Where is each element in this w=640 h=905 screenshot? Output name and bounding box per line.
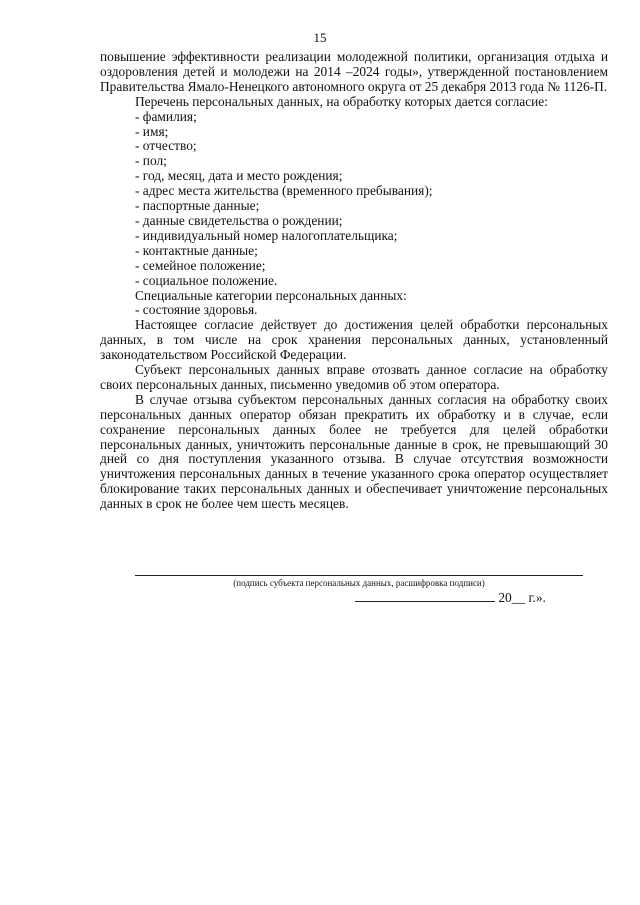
personal-data-list: [100, 110, 608, 289]
list-item: - состояние здоровья.: [135, 302, 258, 318]
revoke-paragraph: Субъект персональных данных вправе отозвать данное согласие на обработку своих персональных данных, письменно уведомив об этом оператора.: [100, 362, 608, 392]
date-blank: [355, 590, 495, 602]
list-item: - фамилия;: [135, 108, 197, 124]
intro-paragraph: повышение эффективности реализации молодежной политики, организация отдыха и оздоровления детей и молодежи на 2014 –2024 годы», утвержденной постановлением Правительства Ямало-Ненецкого автономного округа от 25 декабря 2013 года № 1126-П.: [100, 49, 608, 94]
list-item: - данные свидетельства о рождении;: [135, 212, 343, 228]
document-body: [100, 50, 608, 512]
withdrawal-paragraph: В случае отзыва субъектом персональных данных согласия на обработку своих персональных данных оператор обязан прекратить их обработку и в случае, если сохранение персональных данных более не требуется для целей обработки персональных данных, уничтожить персональные данные в срок, не превышающий 30 дней со дня поступления указанного отзыва. В случае отсутствия возможности уничтожения персональных данных в течение указанного срока оператор осуществляет блокирование таких персональных данных и обеспечивает уничтожение персональных данных в срок не более чем шесть месяцев.: [100, 391, 608, 512]
date-line: [355, 590, 555, 605]
list-item: - семейное положение;: [135, 257, 266, 273]
signature-caption: (подпись субъекта персональных данных, расшифровка подписи): [233, 578, 485, 588]
date-suffix: 20__ г.».: [498, 590, 546, 605]
list-item: - год, месяц, дата и место рождения;: [135, 168, 343, 184]
list-item: - контактные данные;: [135, 242, 258, 258]
page-number: 15: [313, 30, 327, 45]
list-item: - индивидуальный номер налогоплательщика;: [135, 227, 398, 243]
special-categories-heading: Специальные категории персональных данных:: [135, 287, 407, 303]
list-item: - социальное положение.: [135, 272, 278, 288]
personal-data-heading: Перечень персональных данных, на обработку которых дается согласие:: [135, 93, 548, 109]
list-item: - паспортные данные;: [135, 198, 260, 214]
validity-paragraph: Настоящее согласие действует до достижения целей обработки персональных данных, в том числе на срок хранения персональных данных, установленный законодательством Российской Федерации.: [100, 317, 608, 363]
list-item: - имя;: [135, 123, 169, 139]
list-item: - адрес места жительства (временного пребывания);: [135, 183, 433, 199]
list-item: - пол;: [135, 153, 167, 169]
signature-line: [135, 575, 583, 576]
list-item: - отчество;: [135, 138, 197, 154]
special-categories-list: [100, 303, 608, 318]
